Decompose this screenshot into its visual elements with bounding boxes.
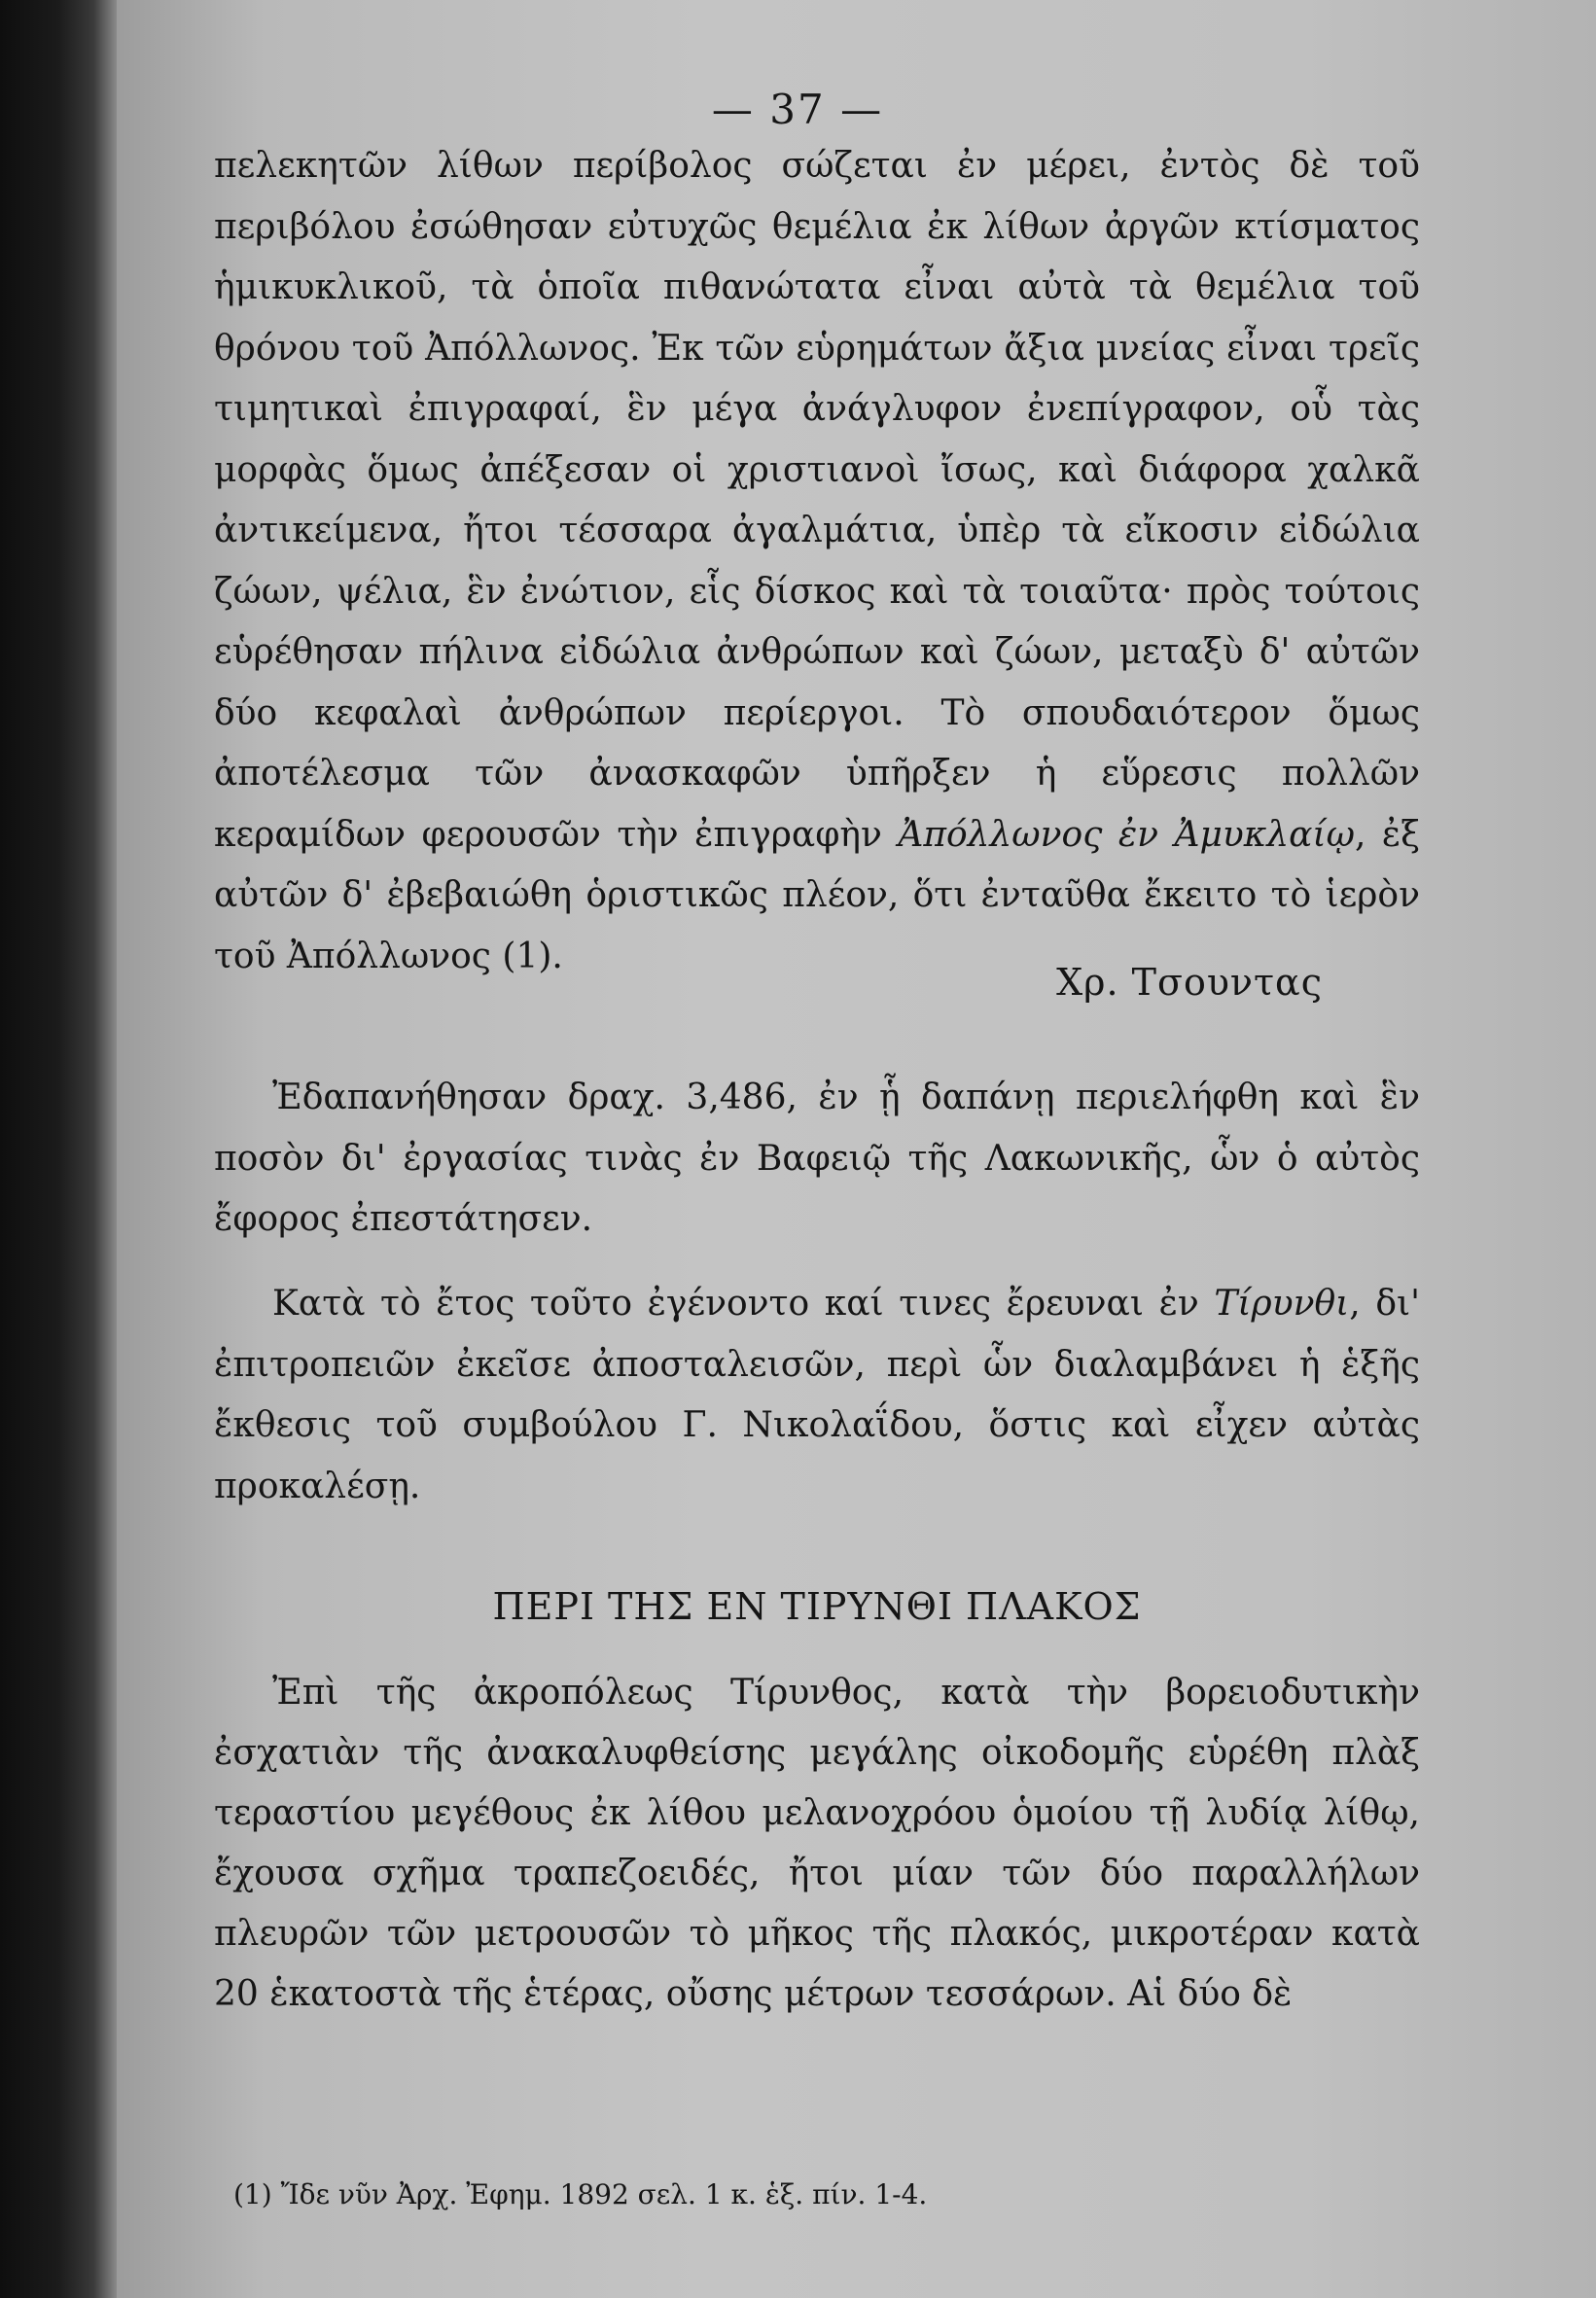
book-spine-shadow bbox=[0, 0, 117, 2298]
paragraph-tiryns-slab-text: Ἐπὶ τῆς ἀκροπόλεως Τίρυνθος, κατὰ τὴν βορειοδυτικὴν ἐσχατιὰν τῆς ἀνακαλυφθείσης μεγάλης οἰκοδομῆς εὑρέθη πλὰξ τεραστίου μεγέθους ἐκ λίθου μελανοχρόου ὁμοίου τῇ λυδίᾳ λίθῳ, ἔχουσα σχῆμα τραπεζοειδές, ἤτοι μίαν τῶν δύο παραλλήλων πλευρῶν τῶν μετρουσῶν τὸ μῆκος τῆς πλακός, μικροτέραν κατὰ 20 ἑκατοστὰ τῆς ἑτέρας, οὔσης μέτρων τεσσάρων. Αἱ δύο δὲ bbox=[214, 1673, 1420, 2014]
paragraph-expenses-text: Ἐδαπανήθησαν δραχ. 3,486, ἐν ᾗ δαπάνῃ περιελήφθη καὶ ἓν ποσὸν δι' ἐργασίας τινὰς ἐν Βαφειῷ τῆς Λακωνικῆς, ὧν ὁ αὐτὸς ἔφορος ἐπεστάτησεν. bbox=[214, 1078, 1420, 1239]
paragraph-apollo-throne-text: πελεκητῶν λίθων περίβολος σώζεται ἐν μέρει, ἐντὸς δὲ τοῦ περιβόλου ἐσώθησαν εὐτυχῶς θεμέλια ἐκ λίθων ἀργῶν κτίσματος ἡμικυκλικοῦ, τὰ ὁποῖα πιθανώτατα εἶναι αὐτὰ τὰ θεμέλια τοῦ θρόνου τοῦ Ἀπόλλωνος. Ἐκ τῶν εὑρημάτων ἄξια μνείας εἶναι τρεῖς τιμητικαὶ ἐπιγραφαί, ἓν μέγα ἀνάγλυφον ἐνεπίγραφον, οὗ τὰς μορφὰς ὅμως ἀπέξεσαν οἱ χριστιανοὶ ἴσως, καὶ διάφορα χαλκᾶ ἀντικείμενα, ἤτοι τέσσαρα ἀγαλμάτια, ὑπὲρ τὰ εἴκοσιν εἰδώλια ζώων, ψέλια, ἓν ἐνώτιον, εἷς δίσκος καὶ τὰ τοιαῦτα· πρὸς τούτοις εὑρέθησαν πήλινα εἰδώλια ἀνθρώπων καὶ ζώων, μεταξὺ δ' αὐτῶν δύο κεφαλαὶ ἀνθρώπων περίεργοι. Τὸ σπουδαιότερον ὅμως ἀποτέλεσμα τῶν ἀνασκαφῶν ὑπῆρξεν ἡ εὕρεσις πολλῶν κεραμίδων φερουσῶν τὴν ἐπιγραφὴν bbox=[214, 146, 1420, 855]
paragraph-tiryns-slab bbox=[214, 1663, 1420, 2025]
paragraph-expenses bbox=[214, 1068, 1420, 1251]
paragraph-tiryns-research bbox=[214, 1274, 1420, 1517]
paragraph-apollo-throne-tail: , ἐξ αὐτῶν δ' ἐβεβαιώθη ὁριστικῶς πλέον, ὅτι ἐνταῦθα ἔκειτο τὸ ἱερὸν τοῦ Ἀπόλλωνος (1). bbox=[214, 814, 1420, 976]
inscription-italic: Ἀπόλλωνος ἐν Ἀμυκλαίῳ bbox=[898, 814, 1355, 855]
paragraph-tiryns-research-text: Κατὰ τὸ ἔτος τοῦτο ἐγένοντο καί τινες ἔρευναι ἐν bbox=[272, 1284, 1199, 1324]
section-heading: ΠΕΡΙ ΤΗΣ ΕΝ ΤΙΡΥΝΘΙ ΠΛΑΚΟΣ bbox=[492, 1585, 1142, 1628]
paragraph-tiryns-research-tail: , δι' ἐπιτροπειῶν ἐκεῖσε ἀποσταλεισῶν, περὶ ὧν διαλαμβάνει ἡ ἑξῆς ἔκθεσις τοῦ συμβούλου Γ. Νικολαΐδου, ὅστις καὶ εἶχεν αὐτὰς προκαλέσῃ. bbox=[214, 1284, 1421, 1506]
paragraph-apollo-throne bbox=[214, 136, 1420, 987]
page-number: — 37 — bbox=[711, 86, 884, 133]
book-page bbox=[117, 0, 1596, 2298]
author-signature: Χρ. Τσουντας bbox=[1056, 961, 1323, 1004]
footnote: (1) Ἴδε νῦν Ἀρχ. Ἐφημ. 1892 σελ. 1 κ. ἑξ. πίν. 1-4. bbox=[233, 2178, 928, 2210]
place-italic: Τίρυνθι bbox=[1214, 1284, 1350, 1324]
